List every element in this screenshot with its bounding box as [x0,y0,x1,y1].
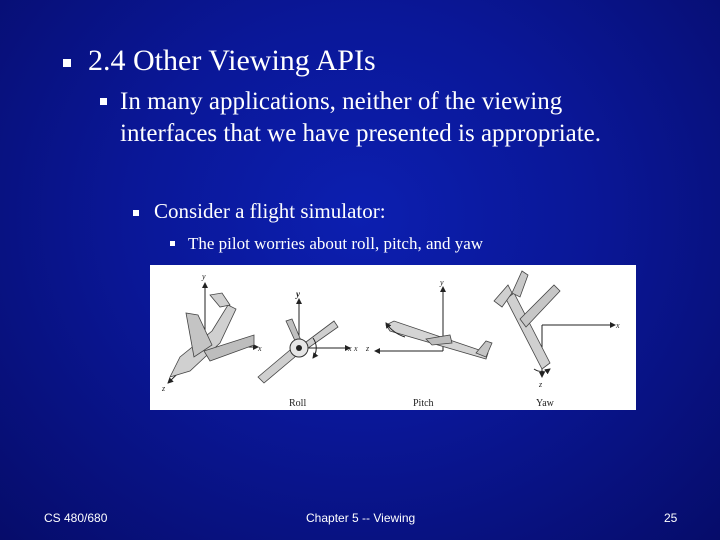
bullet-marker-l2 [100,98,107,105]
footer-chapter: Chapter 5 -- Viewing [306,511,416,525]
footer-course: CS 480/680 [44,511,108,525]
axis-label-x3: x [354,344,358,353]
footer-page-number: 25 [664,511,678,525]
caption-pitch: Pitch [413,398,434,409]
sub-sub-bullet-text: The pilot worries about roll, pitch, and yaw [188,234,484,253]
aircraft-perspective-icon [168,283,258,383]
axis-label-y2: y [296,289,300,299]
roll-aircraft-icon [258,299,350,383]
bullet-marker-l1 [63,59,71,67]
bullet-marker-l3 [133,210,139,216]
bullet-marker-l4 [170,241,175,246]
slide-title: 2.4 Other Viewing APIs [88,44,376,77]
caption-yaw: Yaw [536,398,554,409]
axis-label-x1: x [258,344,262,353]
yaw-aircraft-icon [494,271,615,377]
axis-label-x2: x [348,344,352,353]
bullet-text-line2: interfaces that we have presented is appropriate. [120,120,602,147]
pitch-aircraft-icon [375,287,492,359]
axis-label-z3: z [366,344,370,353]
axis-label-x4: x [616,321,620,330]
axis-label-y1: y [202,272,206,281]
axis-label-z4: z [539,380,543,389]
aircraft-diagram [150,265,636,410]
axis-label-z1: z [162,384,166,393]
roll-pitch-yaw-figure [150,265,636,410]
bullet-text-line1: In many applications, neither of the viewing [120,88,563,115]
sub-bullet-text: Consider a flight simulator: [154,199,386,223]
axis-label-y3: y [440,278,444,287]
caption-roll: Roll [289,398,307,409]
